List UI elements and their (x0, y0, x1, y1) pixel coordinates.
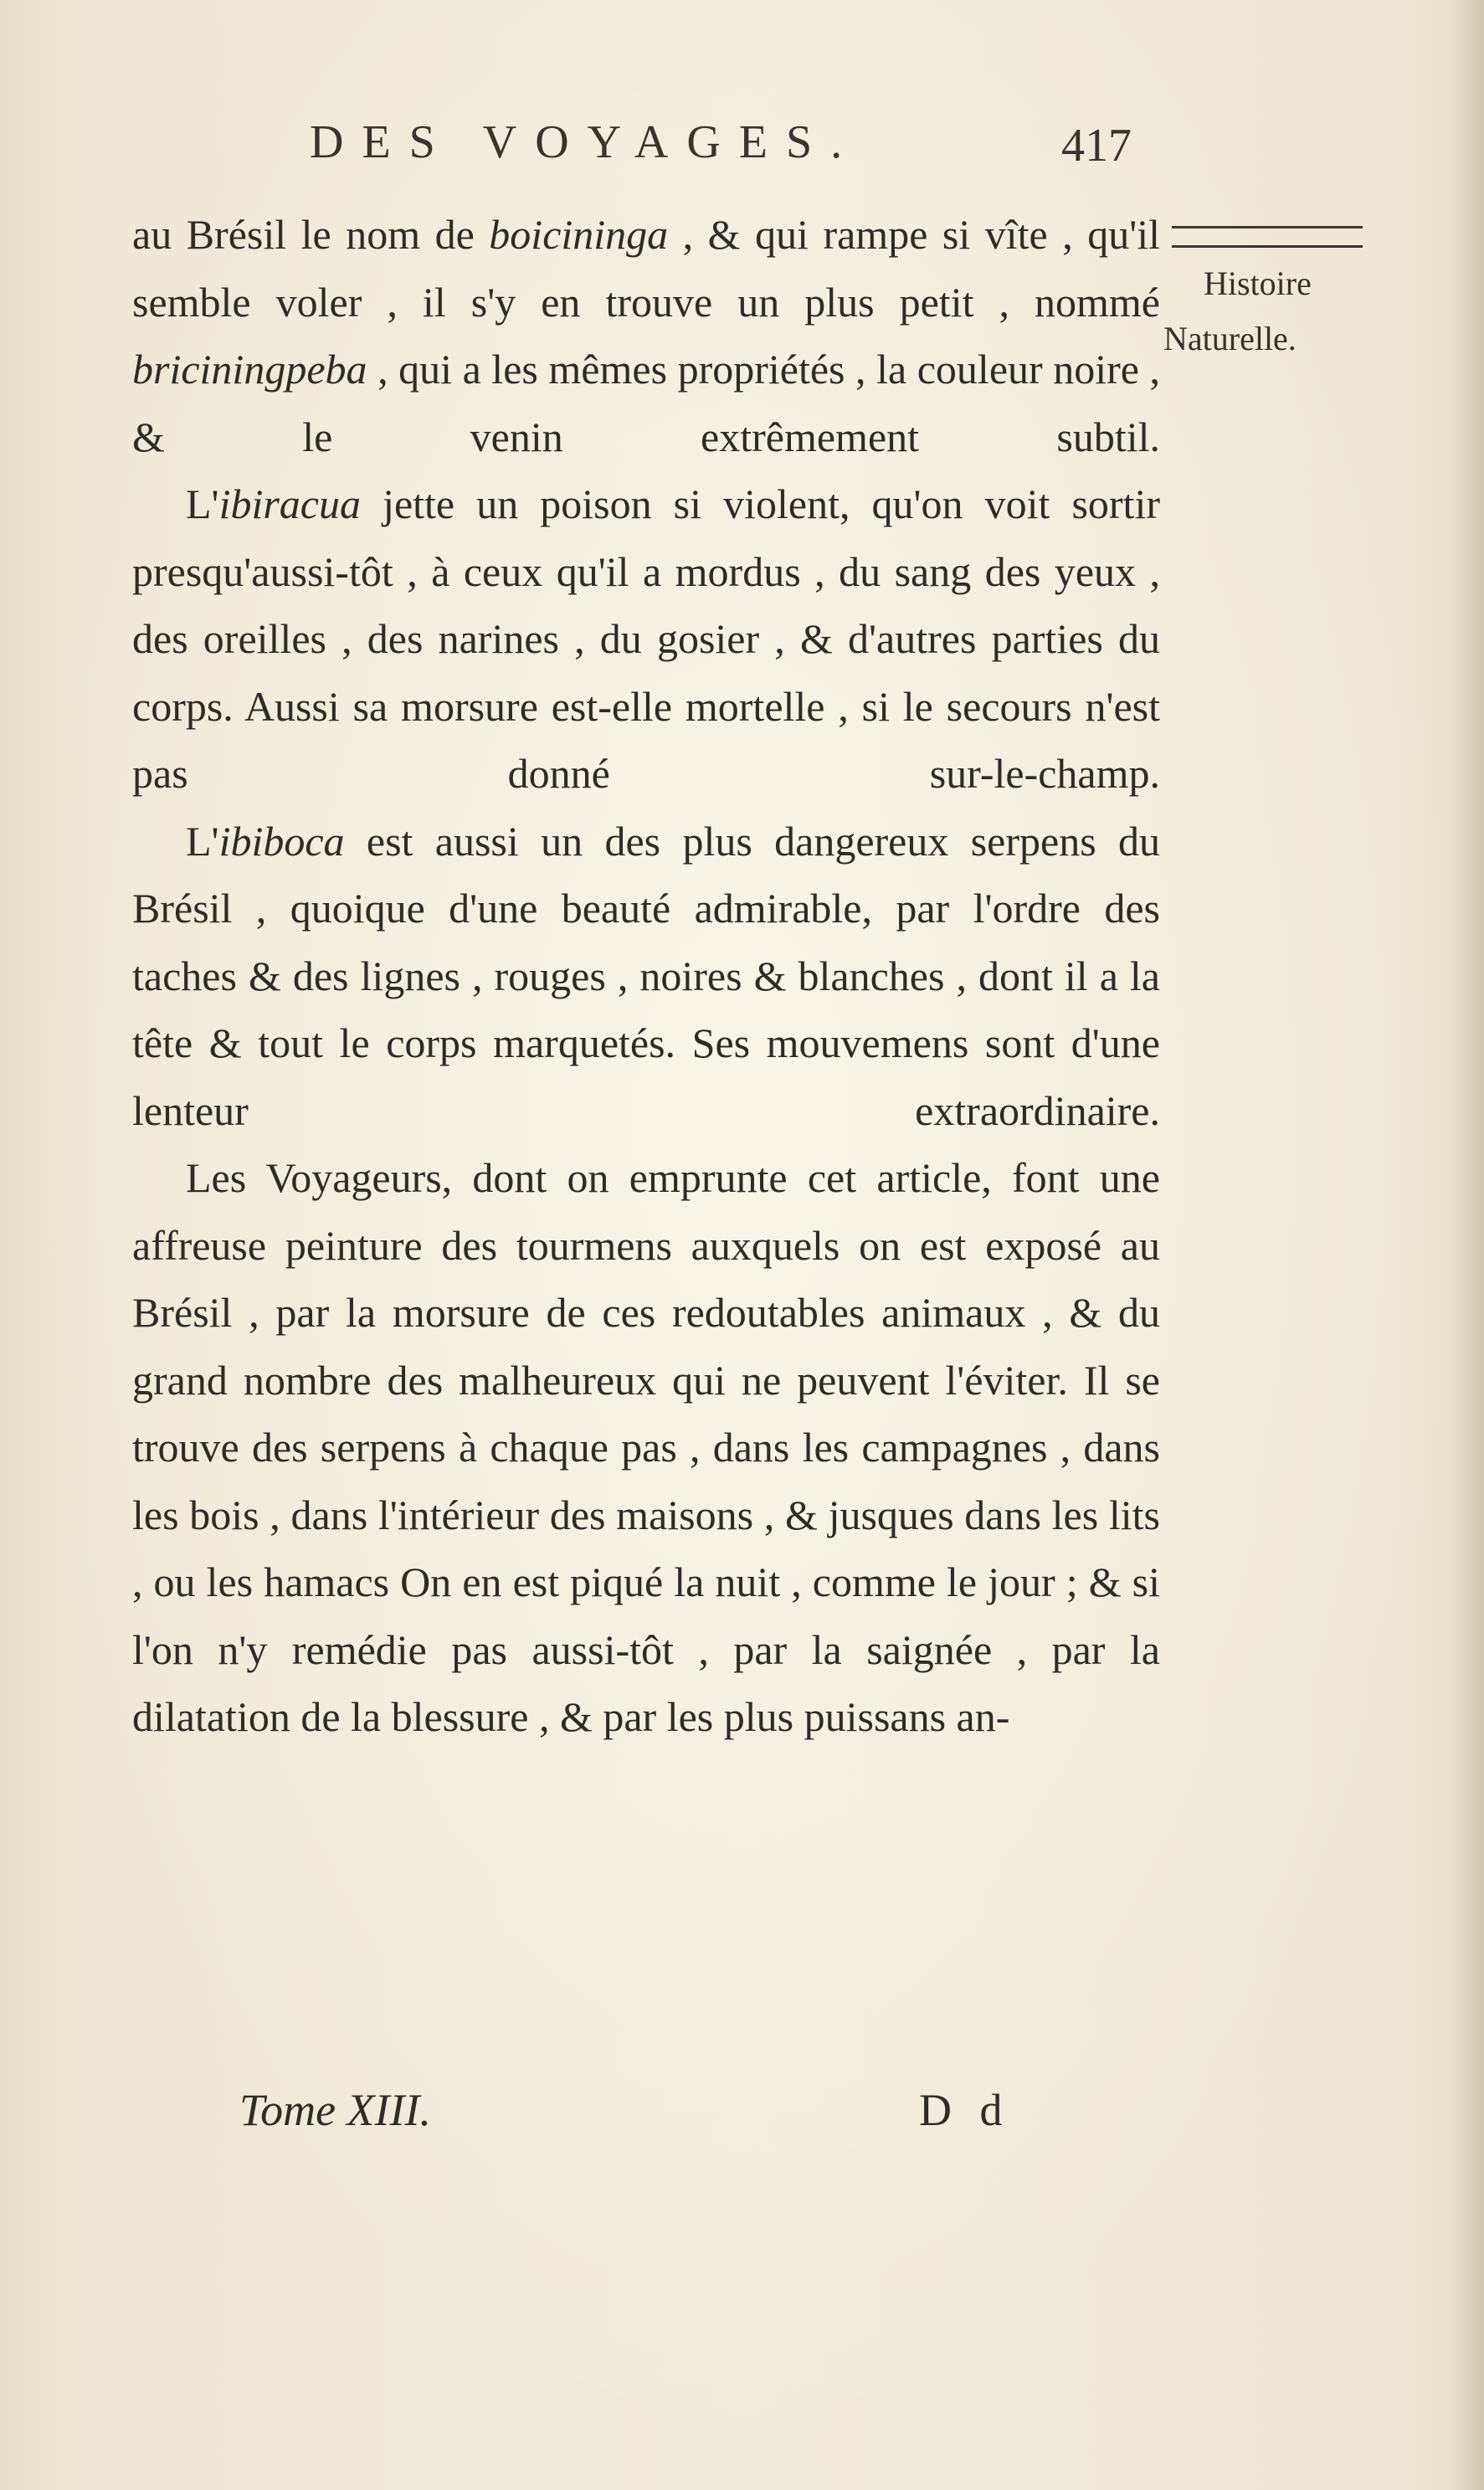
paragraph-1-italic-2: briciningpeba (132, 346, 367, 393)
paragraph-3-text-2: est aussi un des plus dangereux serpens du Brésil , quoique d'une beauté admirable, par l'ordre des taches & des lignes , rouges , noires & blanches , dont il a la tête & tout le corps marquetés. Ses mouvemens sont d'une lenteur extraordinaire. (132, 817, 1160, 1134)
running-head: DES VOYAGES. (310, 116, 861, 168)
paragraph-2-text-1: L' (186, 480, 219, 527)
paragraph-3-italic-1: ibiboca (218, 817, 345, 865)
margin-note-line-2: Naturelle. (1163, 320, 1297, 357)
paragraph-3-text-1: L' (186, 817, 219, 865)
footer-volume: Tome XIII. (239, 2085, 431, 2135)
footer-signature-mark: D d (919, 2085, 1011, 2135)
margin-note (1163, 256, 1373, 367)
paragraph-2-text-2: jette un poison si violent, qu'on voit sortir presqu'aussi-tôt , à ceux qu'il a mordus , du sang des yeux , des oreilles , des narines , du gosier , & d'autres parties du corps. Aussi sa morsure est-elle mortelle , si le secours n'est pas donné sur-le-champ. (132, 480, 1160, 797)
page-edge-shade (1451, 0, 1484, 2490)
body-text (132, 201, 1160, 1751)
paragraph-1-text-1: au Brésil le nom de (132, 211, 490, 258)
page-number: 417 (1061, 120, 1132, 172)
paragraph-4 (132, 1144, 1160, 1751)
paragraph-4-text-1: Les Voyageurs, dont on emprunte cet article, font une affreuse peinture des tourmens auxquels on est exposé au Brésil , par la morsure de ces redoutables animaux , & du grand nombre des malheureux qui ne peuvent l'éviter. Il se trouve des serpens à chaque pas , dans les campagnes , dans les bois , dans l'intérieur des maisons , & jusques dans les lits , ou les hamacs On en est piqué la nuit , comme le jour ; & si l'on n'y remédie pas aussi-tôt , par la saignée , par la dilatation de la blessure , & par les plus puissans an- (132, 1154, 1160, 1740)
paragraph-1-text-3: , qui a les mêmes propriétés , la couleur noire , & le venin extrêmement subtil. (132, 346, 1160, 460)
paragraph-2 (132, 470, 1160, 808)
paragraph-1-text-2: , & qui rampe si vîte , qu'il semble voler , il s'y en trouve un plus petit , nommé (132, 211, 1160, 326)
margin-note-line-1: Histoire (1204, 264, 1312, 302)
paragraph-1 (132, 201, 1160, 470)
margin-rule (1172, 226, 1363, 248)
paragraph-3 (132, 808, 1160, 1145)
paragraph-2-italic-1: ibiracua (218, 480, 361, 527)
paragraph-1-italic-1: boicininga (489, 211, 669, 258)
